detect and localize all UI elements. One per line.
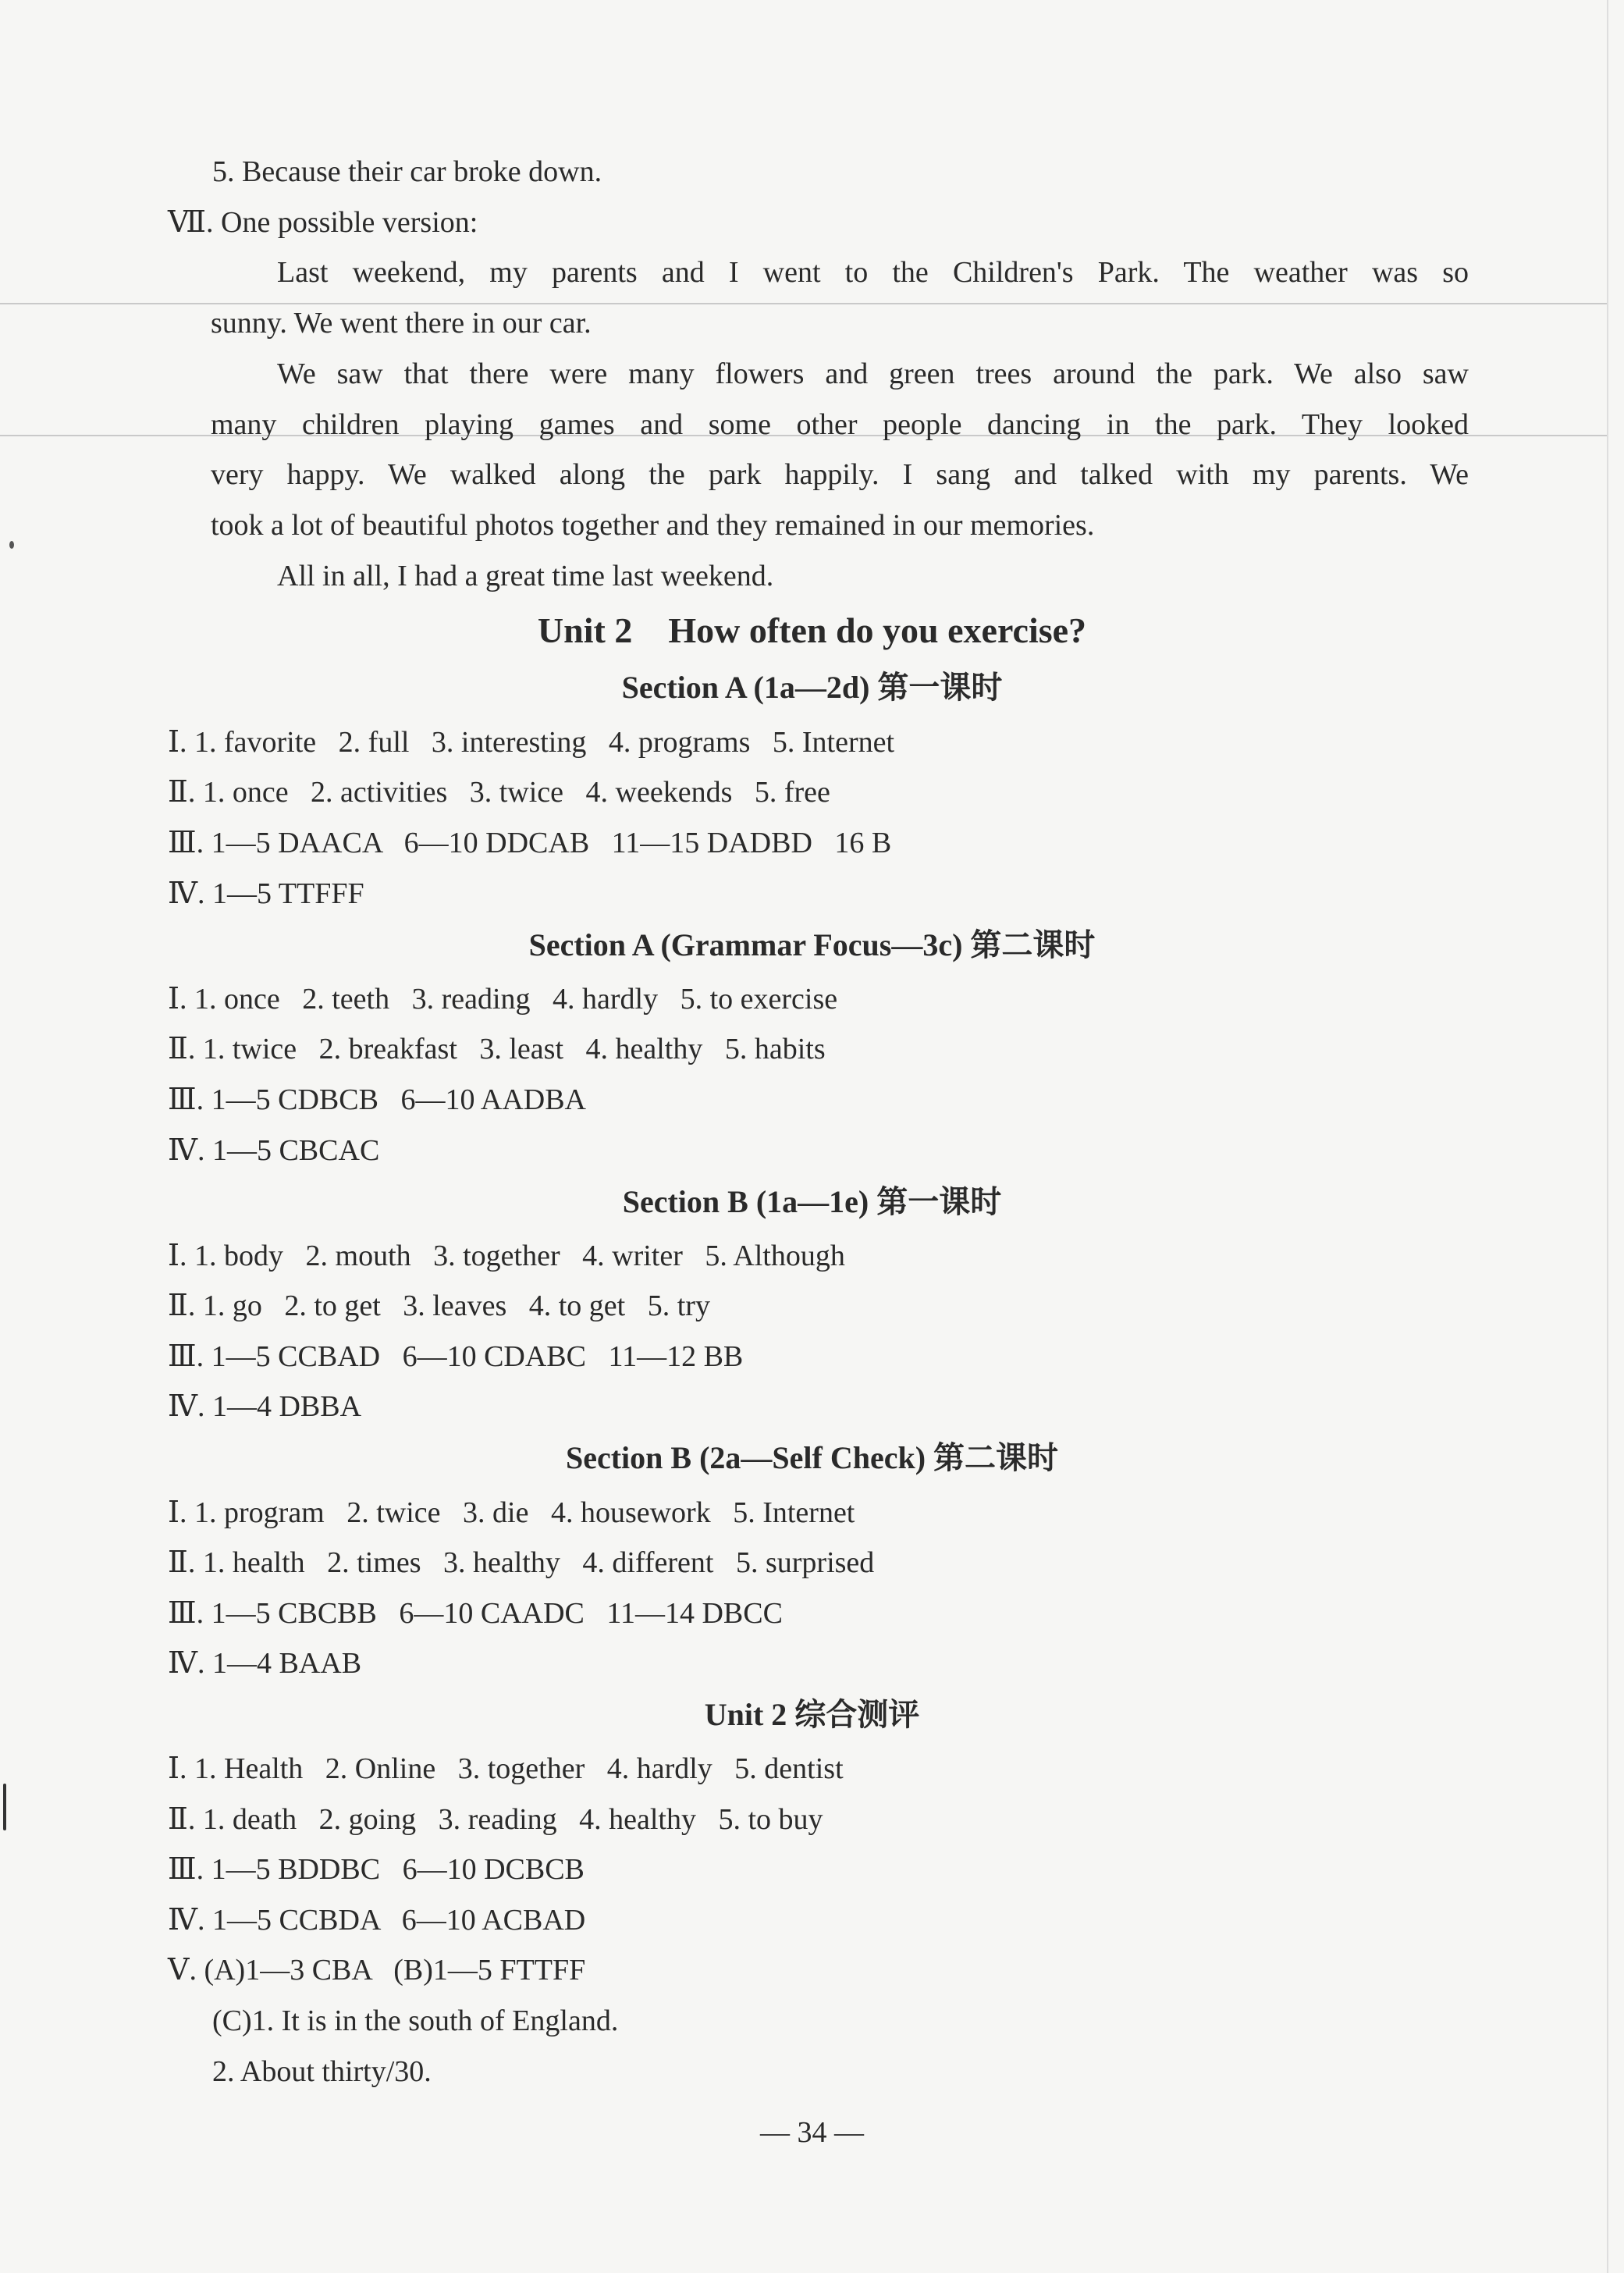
section-label-line: Ⅶ. One possible version: bbox=[168, 206, 478, 239]
answer-line: Ⅰ. 1. Health 2. Online 3. together 4. hardly 5. dentist bbox=[168, 1752, 844, 1785]
section-title: Section A (Grammar Focus—3c) 第二课时 bbox=[528, 927, 1096, 962]
essay-line: sunny. We went there in our car. bbox=[211, 307, 592, 340]
section-title: Unit 2 综合测评 bbox=[704, 1697, 920, 1732]
answer-line: Ⅱ. 1. twice 2. breakfast 3. least 4. healthy 5. habits bbox=[168, 1033, 826, 1065]
answer-line: (C)1. It is in the south of England. bbox=[212, 2004, 619, 2037]
answer-line: Ⅲ. 1—5 BDDBC 6—10 DCBCB bbox=[168, 1853, 585, 1886]
section-title: Section B (2a—Self Check) 第二课时 bbox=[565, 1440, 1059, 1475]
answer-line: Ⅲ. 1—5 CDBCB 6—10 AADBA bbox=[168, 1083, 586, 1116]
answer-line: Ⅳ. 1—5 CCBDA 6—10 ACBAD bbox=[168, 1904, 586, 1937]
answer-line: 5. Because their car broke down. bbox=[212, 155, 602, 188]
unit-title: Unit 2 How often do you exercise? bbox=[537, 610, 1087, 650]
scan-speck bbox=[3, 1784, 6, 1830]
essay-line: All in all, I had a great time last weekend. bbox=[277, 560, 774, 592]
answer-line: Ⅲ. 1—5 DAACA 6—10 DDCAB 11—15 DADBD 16 B bbox=[168, 827, 892, 859]
scan-speck bbox=[9, 541, 14, 549]
answer-line: Ⅰ. 1. once 2. teeth 3. reading 4. hardly 5. to exercise bbox=[168, 983, 838, 1016]
answer-line: Ⅱ. 1. once 2. activities 3. twice 4. weekends 5. free bbox=[168, 776, 830, 809]
essay-line: many children playing games and some other people dancing in the park. They looked bbox=[211, 408, 1469, 441]
essay-line: took a lot of beautiful photos together and they remained in our memories. bbox=[211, 509, 1095, 542]
answer-line: Ⅳ. 1—4 DBBA bbox=[168, 1390, 362, 1423]
essay-line: We saw that there were many flowers and green trees around the park. We also saw bbox=[277, 357, 1469, 390]
answer-line: Ⅳ. 1—5 CBCAC bbox=[168, 1134, 380, 1167]
answer-line: Ⅱ. 1. health 2. times 3. healthy 4. different 5. surprised bbox=[168, 1546, 875, 1579]
answer-line: Ⅳ. 1—4 BAAB bbox=[168, 1647, 362, 1680]
answer-line: Ⅰ. 1. program 2. twice 3. die 4. housework 5. Internet bbox=[168, 1496, 855, 1529]
answer-line: Ⅱ. 1. death 2. going 3. reading 4. healthy 5. to buy bbox=[168, 1803, 823, 1836]
answer-line: 2. About thirty/30. bbox=[212, 2055, 432, 2088]
answer-line: Ⅰ. 1. body 2. mouth 3. together 4. writer 5. Although bbox=[168, 1240, 845, 1272]
essay-line: very happy. We walked along the park happily. I sang and talked with my parents. We bbox=[211, 458, 1469, 491]
page-number: — 34 — bbox=[760, 2116, 864, 2149]
essay-line: Last weekend, my parents and I went to the Children's Park. The weather was so bbox=[277, 256, 1469, 289]
answer-line: Ⅳ. 1—5 TTFFF bbox=[168, 877, 364, 910]
answer-line: Ⅲ. 1—5 CCBAD 6—10 CDABC 11—12 BB bbox=[168, 1340, 744, 1373]
answer-line: Ⅰ. 1. favorite 2. full 3. interesting 4. programs 5. Internet bbox=[168, 726, 895, 759]
page-edge bbox=[1607, 0, 1608, 2273]
answer-line: Ⅱ. 1. go 2. to get 3. leaves 4. to get 5. try bbox=[168, 1289, 710, 1322]
answer-line: Ⅴ. (A)1—3 CBA (B)1—5 FTTFF bbox=[168, 1954, 586, 1987]
section-title: Section B (1a—1e) 第一课时 bbox=[622, 1184, 1002, 1219]
section-title: Section A (1a—2d) 第一课时 bbox=[621, 670, 1003, 705]
answer-line: Ⅲ. 1—5 CBCBB 6—10 CAADC 11—14 DBCC bbox=[168, 1597, 783, 1630]
